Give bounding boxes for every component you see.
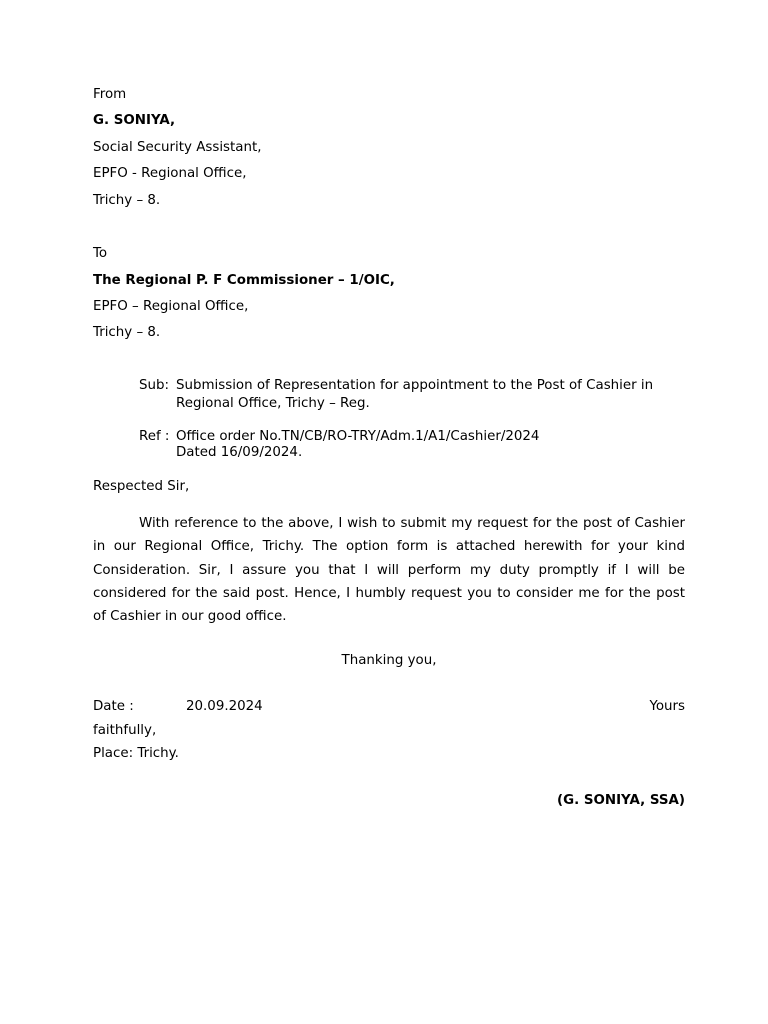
subject-line-2: Regional Office, Trichy – Reg. [176, 396, 370, 411]
sender-name: G. SONIYA, [93, 113, 176, 128]
subject-label: Sub: [139, 378, 169, 393]
sender-city: Trichy – 8. [93, 193, 161, 208]
reference-label: Ref : [139, 429, 170, 444]
recipient-city: Trichy – 8. [93, 325, 161, 340]
reference-line-1: Office order No.TN/CB/RO-TRY/Adm.1/A1/Cashier/2024 [176, 429, 540, 444]
closing-faithfully: faithfully, [93, 723, 157, 738]
date-value: 20.09.2024 [186, 699, 263, 714]
to-heading: To [93, 246, 108, 261]
signature: (G. SONIYA, SSA) [556, 793, 685, 808]
thanks-line: Thanking you, [341, 653, 437, 668]
subject-line-1: Submission of Representation for appointment to the Post of Cashier in [176, 378, 654, 393]
date-label: Date : [93, 699, 134, 714]
recipient-name: The Regional P. F Commissioner – 1/OIC, [93, 273, 395, 288]
sender-office: EPFO - Regional Office, [93, 166, 247, 181]
from-heading: From [93, 87, 127, 102]
sender-designation: Social Security Assistant, [93, 140, 262, 155]
reference-line-2: Dated 16/09/2024. [176, 445, 303, 460]
salutation: Respected Sir, [93, 479, 190, 494]
recipient-office: EPFO – Regional Office, [93, 299, 249, 314]
place-line: Place: Trichy. [93, 746, 179, 761]
closing-yours: Yours [649, 699, 685, 714]
body-paragraph: With reference to the above, I wish to submit my request for the post of Cashier in our Regional Office, Trichy. The option form is attached herewith for your kind Consideration. Sir, I assure you that I will perform my duty promptly if I will be considered for the said post. Hence, I humbly request you to consider me for the post of Cashier in our good office. [93, 516, 685, 625]
